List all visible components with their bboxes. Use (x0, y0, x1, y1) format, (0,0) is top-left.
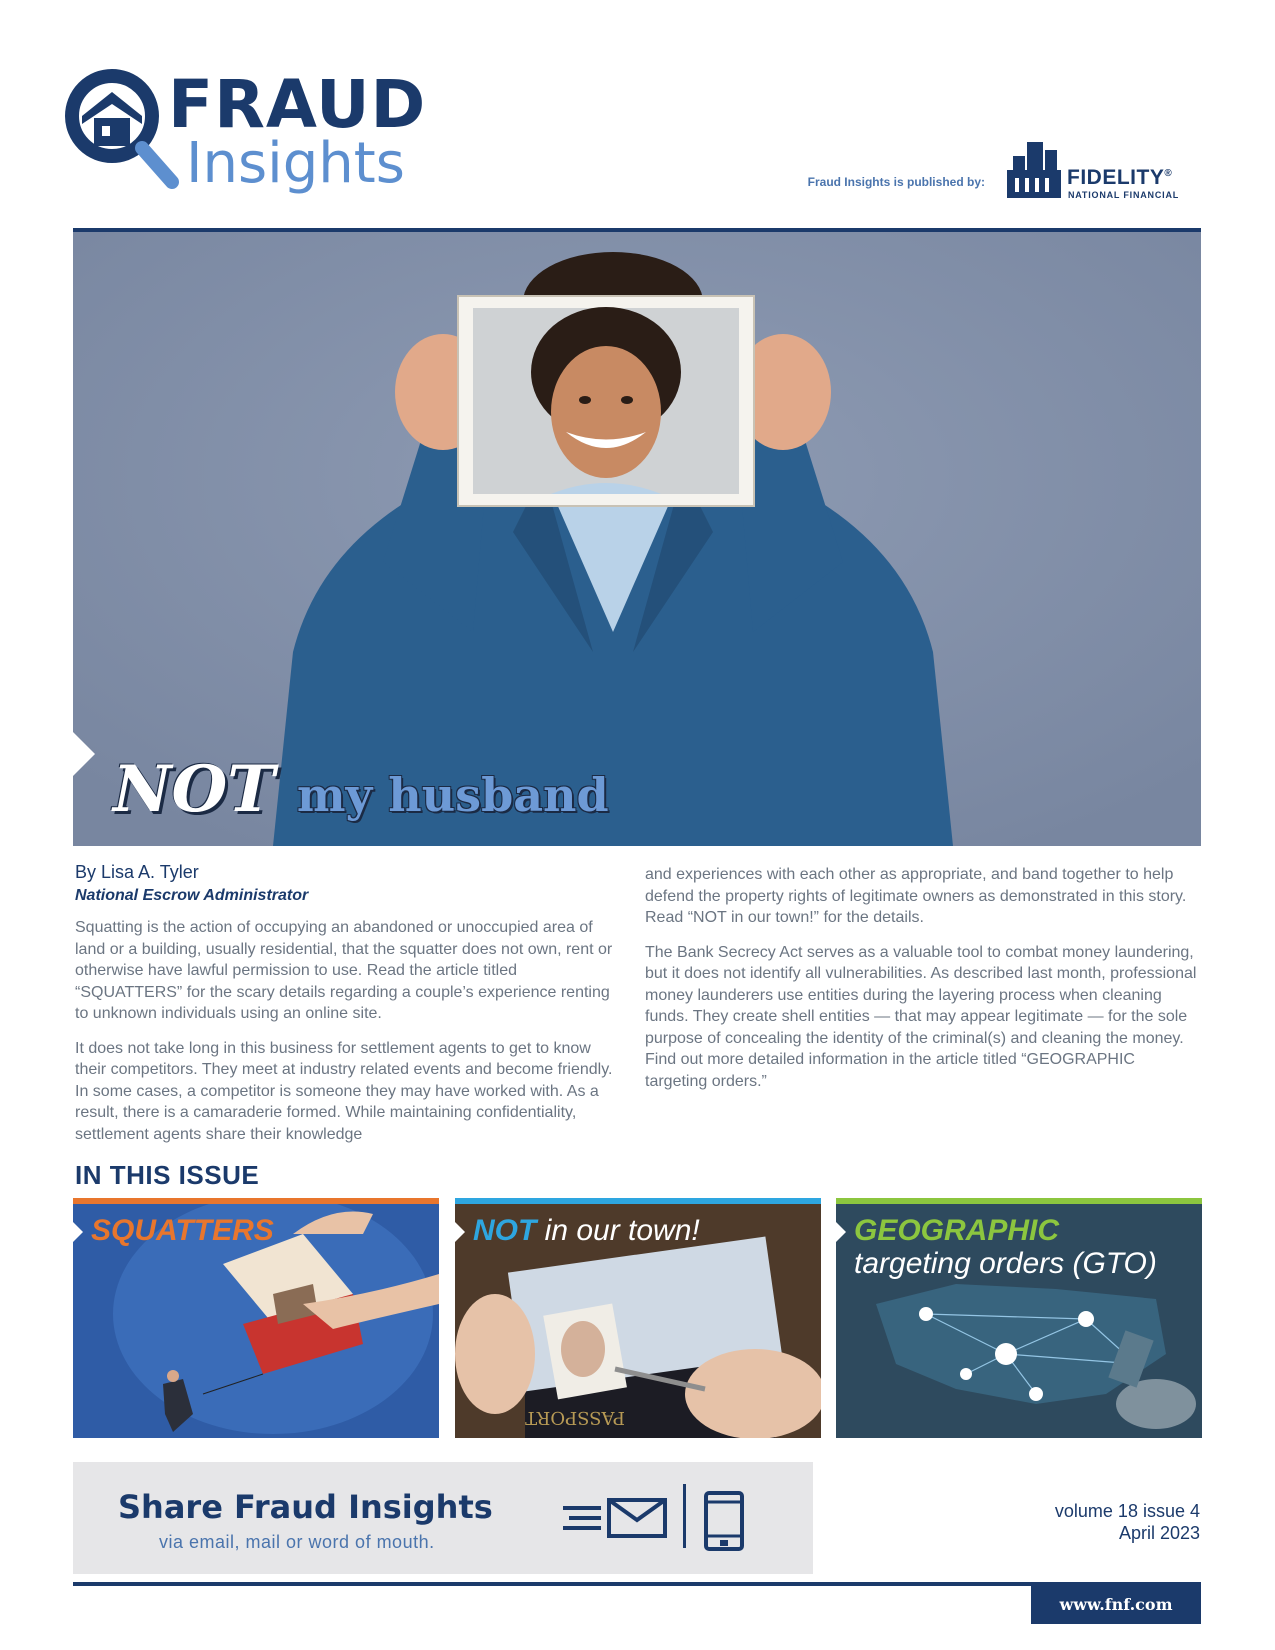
issue-date: April 2023 (1118, 1523, 1200, 1543)
website-link[interactable]: www.fnf.com (1031, 1586, 1201, 1624)
in-this-issue-heading: IN THIS ISSUE (75, 1160, 260, 1190)
article-column-2 (645, 864, 1200, 1105)
share-divider (683, 1484, 686, 1548)
share-subtitle: via email, mail or word of mouth. (159, 1532, 435, 1552)
fidelity-logo (1005, 136, 1205, 206)
publisher-sub: NATIONAL FINANCIAL (1068, 190, 1180, 200)
issue-card-squatters[interactable] (73, 1198, 439, 1438)
magnifier-house-icon (60, 64, 180, 194)
share-box (73, 1462, 813, 1574)
publisher-name: FIDELITY® (1067, 166, 1173, 189)
card-title: SQUATTERS (91, 1214, 274, 1247)
phone-icon[interactable] (703, 1490, 745, 1552)
hero-title-rest: my husband (296, 768, 609, 822)
issue-info (1055, 1500, 1200, 1544)
card-title: NOT in our town! (473, 1214, 700, 1247)
svg-text:PASSPORT: PASSPORT (525, 1407, 625, 1428)
published-by-label: Fraud Insights is published by: (807, 175, 985, 189)
byline (75, 862, 308, 905)
hero-title (113, 752, 609, 827)
fraud-insights-logo (60, 64, 440, 204)
card-notch (73, 1222, 83, 1242)
paragraph: The Bank Secrecy Act serves as a valuable tool to combat money laundering, but it does not identify all vulnerabilities. As described last month, professional money launderers use entities during the layering process when cleaning funds. They create shell entities — that may appear legitimate — for the sole purpose of concealing the identity of the criminal(s) and cleaning the money. Find out more detailed information in the article titled “GEOGRAPHIC targeting orders.” (645, 943, 1197, 1090)
author-name: By Lisa A. Tyler (75, 862, 199, 882)
paragraph: Squatting is the action of occupying an abandoned or unoccupied area of land or a building, usually residential, that the squatter does not own, rent or otherwise have lawful permission to use. Read the article titled “SQUATTERS” for the scary details regarding a couple’s experience renting to unknown individuals using an online site. (75, 919, 613, 1022)
hero-image (73, 232, 1201, 846)
logo-fraud-text: FRAUD (168, 66, 427, 143)
issue-card-not-in-our-town[interactable] (455, 1198, 821, 1438)
paragraph: and experiences with each other as appropriate, and band together to help defend the property rights of legitimate owners as demonstrated in this story. Read “NOT in our town!” for the details. (645, 866, 1187, 926)
hero-title-not: NOT (113, 752, 275, 827)
paragraph: It does not take long in this business for settlement agents to get to know their competitors. They meet at industry related events and become friendly. In some cases, a competitor is someone they may have worked with. As a result, there is a camaraderie formed. While maintaining confidentiality, settlement agents share their knowledge (75, 1039, 613, 1143)
share-title: Share Fraud Insights (118, 1488, 493, 1526)
buildings-icon (1005, 136, 1063, 200)
article-column-1 (75, 917, 625, 1158)
hero-notch (73, 732, 95, 776)
mail-icon[interactable] (563, 1496, 673, 1540)
volume-label: volume 18 issue 4 (1054, 1501, 1200, 1521)
card-notch (836, 1222, 846, 1242)
logo-insights-text: Insights (186, 131, 405, 196)
issue-card-geographic[interactable] (836, 1198, 1202, 1438)
card-notch (455, 1222, 465, 1242)
author-role: National Escrow Administrator (75, 887, 309, 904)
card-title: GEOGRAPHIC targeting orders (GTO) (854, 1214, 1157, 1280)
